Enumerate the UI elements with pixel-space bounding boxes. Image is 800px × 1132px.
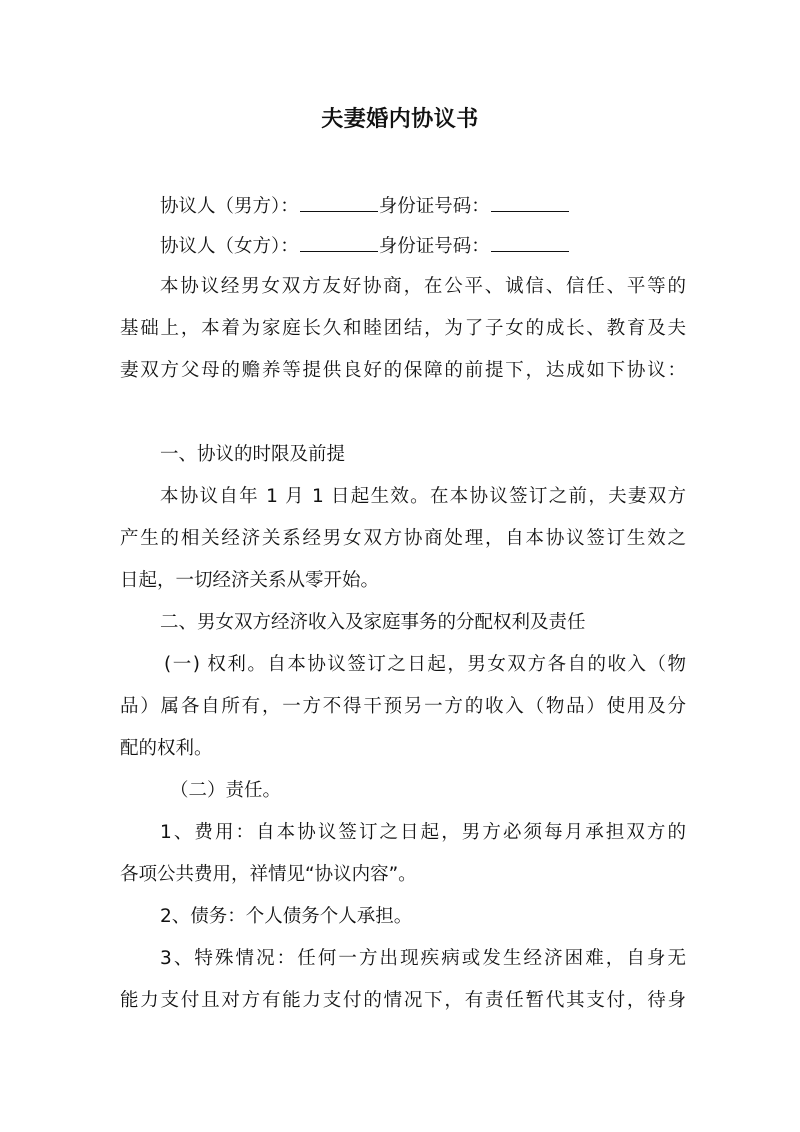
party-male-line [120,187,686,227]
rights-body-line: 品）属各自所有，一方不得干预另一方的收入（物品）使用及分 [120,696,686,717]
party-female-label: 协议人（女方）： [160,236,299,257]
section-1-heading: 一、协议的时限及前提 [160,444,346,465]
responsibility-heading: （二）责任。 [170,780,282,801]
intro-line: 妻双方父母的赡养等提供良好的保障的前提下，达成如下协议： [120,360,686,381]
intro-line: 基础上，本着为家庭长久和睦团结，为了子女的成长、教育及夫 [120,318,686,339]
party-male-id-label: 身份证号码： [378,196,490,217]
section-2-heading: 二、男女双方经济收入及家庭事务的分配权利及责任 [160,612,586,633]
party-female-id-blank [491,229,569,252]
item-3-line: 3、特殊情况：任何一方出现疾病或发生经济困难，自身无 [160,948,686,969]
rights-body-line: (一) 权利。自本协议签订之日起，男女双方各自的收入（物 [164,654,686,675]
section-1-body-line: 本协议自年 1 月 1 日起生效。在本协议签订之前，夫妻双方 [160,486,686,507]
item-3-line: 能力支付且对方有能力支付的情况下，有责任暂代其支付，待身 [120,990,686,1011]
item-1-line: 1、费用：自本协议签订之日起，男方必须每月承担双方的 [160,822,686,843]
item-1-line: 各项公共费用，祥情见“协议内容”。 [120,864,417,885]
intro-line: 本协议经男女双方友好协商，在公平、诚信、信任、平等的 [160,276,686,297]
party-female-id-label: 身份证号码： [378,236,490,257]
section-1-body-line: 产生的相关经济关系经男女双方协商处理，自本协议签订生效之 [120,528,686,549]
party-female-name-blank [300,229,378,252]
party-male-id-blank [491,189,569,212]
section-1-body-line: 日起，一切经济关系从零开始。 [120,570,380,591]
party-male-name-blank [300,189,378,212]
document-title: 夫妻婚内协议书 [321,107,479,132]
rights-body-line: 配的权利。 [120,738,213,759]
party-female-line [120,227,686,267]
item-2-line: 2、债务：个人债务个人承担。 [160,906,413,927]
party-male-label: 协议人（男方）： [160,196,299,217]
